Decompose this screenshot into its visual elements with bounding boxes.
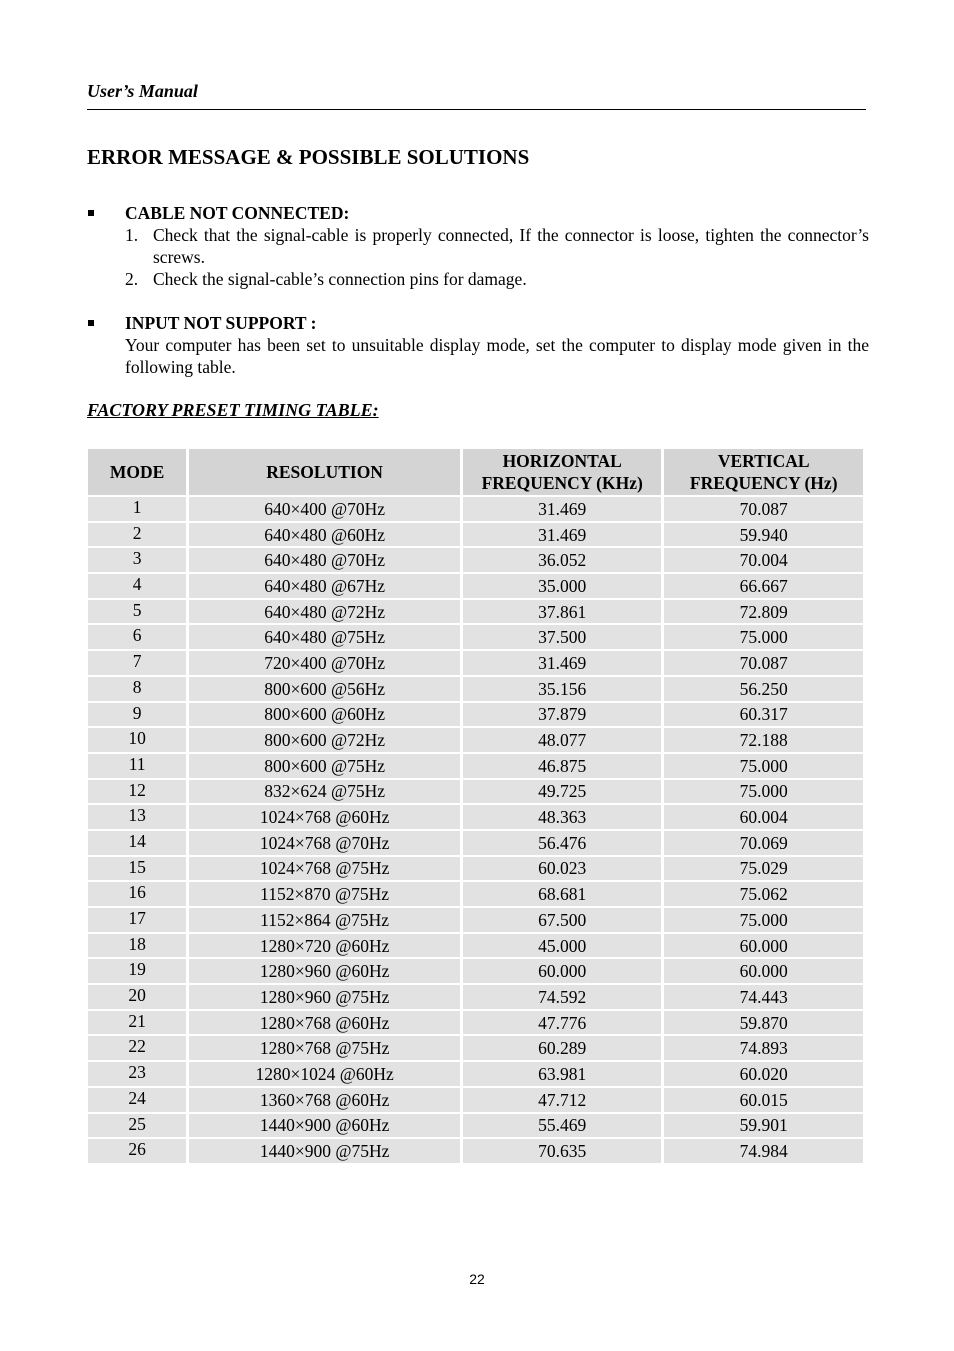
cell-mode: 24 (88, 1088, 186, 1112)
cell-horizontal-frequency: 35.156 (463, 677, 662, 701)
cell-mode: 17 (88, 908, 186, 932)
cable-step (87, 268, 869, 290)
cell-vertical-frequency: 60.015 (664, 1088, 863, 1112)
cable-heading-row (87, 202, 869, 224)
cell-mode: 21 (88, 1011, 186, 1035)
cable-step (87, 224, 869, 268)
cell-resolution: 1152×870 @75Hz (189, 882, 460, 906)
cell-resolution: 1280×1024 @60Hz (189, 1062, 460, 1086)
cell-vertical-frequency: 75.000 (664, 780, 863, 804)
table-row (88, 857, 863, 881)
section-title: ERROR MESSAGE & POSSIBLE SOLUTIONS (87, 145, 530, 169)
table-row (88, 728, 863, 752)
cable-not-connected-item (87, 202, 869, 290)
timing-table-title: FACTORY PRESET TIMING TABLE: (87, 400, 379, 420)
cell-horizontal-frequency: 45.000 (463, 934, 662, 958)
page-number: 22 (469, 1271, 485, 1287)
header-vertical-line2: FREQUENCY (Hz) (689, 473, 838, 493)
step-text: Check the signal-cable’s connection pins for damage. (153, 269, 527, 289)
cell-mode: 9 (88, 703, 186, 727)
cell-horizontal-frequency: 60.289 (463, 1036, 662, 1060)
square-bullet-icon (88, 320, 94, 326)
cell-vertical-frequency: 75.000 (664, 908, 863, 932)
cell-vertical-frequency: 66.667 (664, 574, 863, 598)
cell-horizontal-frequency: 35.000 (463, 574, 662, 598)
cell-mode: 6 (88, 625, 186, 649)
cell-resolution: 832×624 @75Hz (189, 780, 460, 804)
cell-vertical-frequency: 75.062 (664, 882, 863, 906)
table-row (88, 677, 863, 701)
step-number: 2. (125, 269, 139, 289)
cell-mode: 14 (88, 831, 186, 855)
cell-vertical-frequency: 56.250 (664, 677, 863, 701)
cell-horizontal-frequency: 55.469 (463, 1114, 662, 1138)
table-row (88, 1088, 863, 1112)
input-heading-row (87, 312, 869, 334)
table-row (88, 600, 863, 624)
cell-mode: 11 (88, 754, 186, 778)
cell-resolution: 1360×768 @60Hz (189, 1088, 460, 1112)
cell-vertical-frequency: 70.087 (664, 497, 863, 521)
cell-mode: 15 (88, 857, 186, 881)
cell-mode: 13 (88, 805, 186, 829)
cell-vertical-frequency: 59.870 (664, 1011, 863, 1035)
cell-resolution: 1280×720 @60Hz (189, 934, 460, 958)
cable-heading: CABLE NOT CONNECTED: (125, 203, 350, 223)
table-row (88, 703, 863, 727)
cell-vertical-frequency: 75.029 (664, 857, 863, 881)
cell-horizontal-frequency: 48.077 (463, 728, 662, 752)
cell-mode: 7 (88, 651, 186, 675)
cell-horizontal-frequency: 60.023 (463, 857, 662, 881)
cell-mode: 18 (88, 934, 186, 958)
cell-resolution: 640×400 @70Hz (189, 497, 460, 521)
table-row (88, 497, 863, 521)
cell-resolution: 1440×900 @60Hz (189, 1114, 460, 1138)
cell-mode: 20 (88, 985, 186, 1009)
table-row (88, 934, 863, 958)
cell-mode: 25 (88, 1114, 186, 1138)
cell-resolution: 1024×768 @60Hz (189, 805, 460, 829)
table-row (88, 908, 863, 932)
cell-vertical-frequency: 60.000 (664, 959, 863, 983)
cell-mode: 2 (88, 523, 186, 547)
header-vertical-frequency (664, 449, 863, 495)
factory-preset-timing-table (85, 447, 866, 1165)
cell-vertical-frequency: 60.020 (664, 1062, 863, 1086)
cell-mode: 23 (88, 1062, 186, 1086)
table-row (88, 831, 863, 855)
cell-mode: 3 (88, 548, 186, 572)
table-row (88, 651, 863, 675)
cell-resolution: 640×480 @60Hz (189, 523, 460, 547)
cell-mode: 16 (88, 882, 186, 906)
cell-resolution: 800×600 @75Hz (189, 754, 460, 778)
table-row (88, 754, 863, 778)
table-row (88, 1139, 863, 1163)
cell-horizontal-frequency: 31.469 (463, 497, 662, 521)
header-horizontal-line2: FREQUENCY (KHz) (481, 473, 643, 493)
cell-horizontal-frequency: 74.592 (463, 985, 662, 1009)
table-row (88, 574, 863, 598)
cell-horizontal-frequency: 60.000 (463, 959, 662, 983)
cell-resolution: 720×400 @70Hz (189, 651, 460, 675)
cell-vertical-frequency: 60.317 (664, 703, 863, 727)
cell-resolution: 640×480 @75Hz (189, 625, 460, 649)
cell-resolution: 800×600 @72Hz (189, 728, 460, 752)
cell-resolution: 1440×900 @75Hz (189, 1139, 460, 1163)
cell-vertical-frequency: 75.000 (664, 625, 863, 649)
cell-resolution: 1024×768 @75Hz (189, 857, 460, 881)
cell-horizontal-frequency: 68.681 (463, 882, 662, 906)
cell-horizontal-frequency: 49.725 (463, 780, 662, 804)
cell-horizontal-frequency: 47.712 (463, 1088, 662, 1112)
step-text: Check that the signal-cable is properly connected, If the connector is loose, tighten the connector’s screws. (153, 225, 869, 267)
cell-resolution: 1152×864 @75Hz (189, 908, 460, 932)
cell-resolution: 800×600 @56Hz (189, 677, 460, 701)
cell-horizontal-frequency: 37.500 (463, 625, 662, 649)
cell-resolution: 640×480 @67Hz (189, 574, 460, 598)
cell-vertical-frequency: 74.984 (664, 1139, 863, 1163)
table-body (88, 497, 863, 1163)
cable-steps-list (87, 224, 869, 290)
table-row (88, 1036, 863, 1060)
cell-mode: 26 (88, 1139, 186, 1163)
cell-vertical-frequency: 70.069 (664, 831, 863, 855)
cell-horizontal-frequency: 37.879 (463, 703, 662, 727)
cell-resolution: 1280×960 @75Hz (189, 985, 460, 1009)
table-row (88, 959, 863, 983)
table-row (88, 780, 863, 804)
cell-vertical-frequency: 59.901 (664, 1114, 863, 1138)
table-row (88, 625, 863, 649)
cell-horizontal-frequency: 63.981 (463, 1062, 662, 1086)
header-rule (87, 109, 866, 110)
cell-vertical-frequency: 72.188 (664, 728, 863, 752)
cell-mode: 22 (88, 1036, 186, 1060)
table-row (88, 985, 863, 1009)
table-row (88, 1062, 863, 1086)
cell-vertical-frequency: 59.940 (664, 523, 863, 547)
header-horizontal-frequency (463, 449, 662, 495)
cell-resolution: 1024×768 @70Hz (189, 831, 460, 855)
input-body: Your computer has been set to unsuitable display mode, set the computer to display mode given in the following table. (125, 335, 869, 377)
cell-horizontal-frequency: 37.861 (463, 600, 662, 624)
table-header-row (88, 449, 863, 495)
header-resolution: RESOLUTION (189, 449, 460, 495)
cell-horizontal-frequency: 47.776 (463, 1011, 662, 1035)
header-horizontal-line1: HORIZONTAL (502, 451, 622, 471)
cell-resolution: 640×480 @70Hz (189, 548, 460, 572)
step-number: 1. (125, 225, 139, 245)
table-row (88, 1114, 863, 1138)
cell-mode: 12 (88, 780, 186, 804)
cell-vertical-frequency: 75.000 (664, 754, 863, 778)
cell-mode: 1 (88, 497, 186, 521)
cell-vertical-frequency: 74.893 (664, 1036, 863, 1060)
cell-horizontal-frequency: 56.476 (463, 831, 662, 855)
cell-horizontal-frequency: 31.469 (463, 523, 662, 547)
cell-resolution: 1280×768 @75Hz (189, 1036, 460, 1060)
cell-mode: 8 (88, 677, 186, 701)
cell-resolution: 640×480 @72Hz (189, 600, 460, 624)
cell-horizontal-frequency: 67.500 (463, 908, 662, 932)
cell-mode: 5 (88, 600, 186, 624)
table-row (88, 548, 863, 572)
table-row (88, 1011, 863, 1035)
cell-resolution: 1280×960 @60Hz (189, 959, 460, 983)
cell-horizontal-frequency: 31.469 (463, 651, 662, 675)
cell-vertical-frequency: 74.443 (664, 985, 863, 1009)
cell-resolution: 800×600 @60Hz (189, 703, 460, 727)
cell-mode: 4 (88, 574, 186, 598)
cell-vertical-frequency: 60.004 (664, 805, 863, 829)
header-mode: MODE (88, 449, 186, 495)
cell-vertical-frequency: 70.004 (664, 548, 863, 572)
header-vertical-line1: VERTICAL (717, 451, 810, 471)
cell-horizontal-frequency: 46.875 (463, 754, 662, 778)
square-bullet-icon (88, 210, 94, 216)
table-row (88, 805, 863, 829)
cell-horizontal-frequency: 36.052 (463, 548, 662, 572)
input-not-support-item (87, 312, 869, 378)
cell-vertical-frequency: 70.087 (664, 651, 863, 675)
input-heading: INPUT NOT SUPPORT : (125, 313, 317, 333)
running-header: User’s Manual (87, 81, 198, 101)
cell-horizontal-frequency: 70.635 (463, 1139, 662, 1163)
cell-vertical-frequency: 72.809 (664, 600, 863, 624)
cell-horizontal-frequency: 48.363 (463, 805, 662, 829)
cell-mode: 19 (88, 959, 186, 983)
table-row (88, 523, 863, 547)
cell-resolution: 1280×768 @60Hz (189, 1011, 460, 1035)
table-row (88, 882, 863, 906)
cell-vertical-frequency: 60.000 (664, 934, 863, 958)
cell-mode: 10 (88, 728, 186, 752)
